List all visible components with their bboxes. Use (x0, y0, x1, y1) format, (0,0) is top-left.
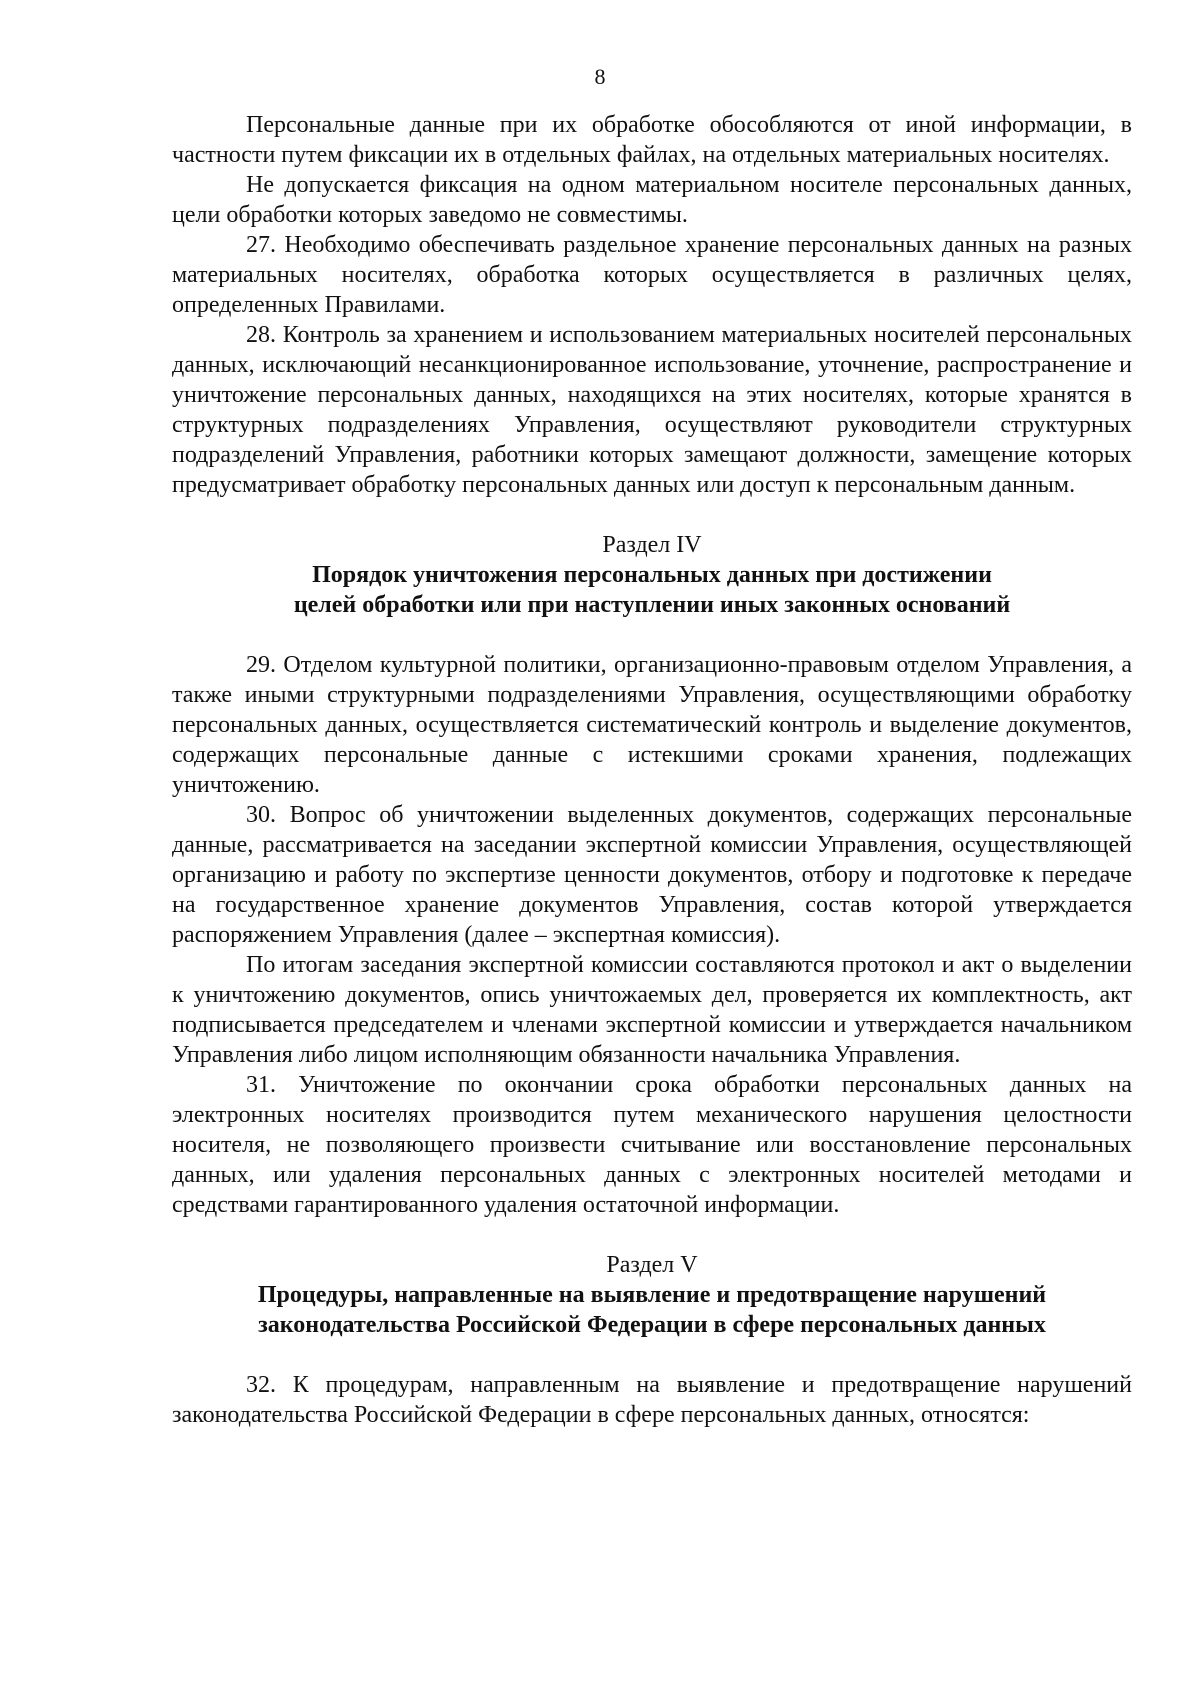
document-body (172, 110, 1132, 1430)
section-title-line: Процедуры, направленные на выявление и предотвращение нарушений (257, 1282, 1047, 1308)
section-4-heading (172, 530, 1132, 620)
paragraph: 31. Уничтожение по окончании срока обработки персональных данных на электронных носителях производится путем механического нарушения целостности носителя, не позволяющего произвести считывание или восстановление персональных данных, или удаления персональных данных с электронных носителей методами и средствами гарантированного удаления остаточной информации. (172, 1072, 1132, 1218)
section-label: Раздел V (606, 1252, 698, 1278)
section-label: Раздел IV (602, 532, 702, 558)
section-5-heading (172, 1250, 1132, 1340)
section-title-line: Порядок уничтожения персональных данных при достижении (312, 562, 992, 588)
paragraph: 32. К процедурам, направленным на выявление и предотвращение нарушений законодательства Российской Федерации в сфере персональных данных, относятся: (172, 1372, 1132, 1428)
paragraph: По итогам заседания экспертной комиссии составляются протокол и акт о выделении к уничтожению документов, опись уничтожаемых дел, проверяется их комплектность, акт подписывается председателем и членами экспертной комиссии и утверждается начальником Управления либо лицом исполняющим обязанности начальника Управления. (172, 952, 1132, 1068)
section-4-body (172, 650, 1132, 1220)
paragraph: Персональные данные при их обработке обособляются от иной информации, в частности путем фиксации их в отдельных файлах, на отдельных материальных носителях. (172, 112, 1132, 168)
page-number: 8 (594, 64, 606, 89)
paragraph: 30. Вопрос об уничтожении выделенных документов, содержащих персональные данные, рассматривается на заседании экспертной комиссии Управления, осуществляющей организацию и работу по экспертизе ценности документов, отбору и подготовке к передаче на государственное хранение документов Управления, состав которой утверждается распоряжением Управления (далее – экспертная комиссия). (172, 802, 1132, 948)
section-5-body (172, 1370, 1132, 1430)
paragraph: Не допускается фиксация на одном материальном носителе персональных данных, цели обработки которых заведомо не совместимы. (172, 172, 1132, 228)
section-title-line: целей обработки или при наступлении иных законных оснований (293, 592, 1011, 618)
paragraph: 29. Отделом культурной политики, организационно-правовым отделом Управления, а также иными структурными подразделениями Управления, осуществляющими обработку персональных данных, осуществляется систематический контроль и выделение документов, содержащих персональные данные с истекшими сроками хранения, подлежащих уничтожению. (172, 652, 1132, 798)
section-title-line: законодательства Российской Федерации в сфере персональных данных (258, 1312, 1046, 1338)
paragraph: 27. Необходимо обеспечивать раздельное хранение персональных данных на разных материальных носителях, обработка которых осуществляется в различных целях, определенных Правилами. (172, 232, 1132, 318)
paragraph: 28. Контроль за хранением и использованием материальных носителей персональных данных, исключающий несанкционированное использование, уточнение, распространение и уничтожение персональных данных, находящихся на этих носителях, которые хранятся в структурных подразделениях Управления, осуществляют руководители структурных подразделений Управления, работники которых замещают должности, замещение которых предусматривает обработку персональных данных или доступ к персональным данным. (172, 322, 1132, 498)
